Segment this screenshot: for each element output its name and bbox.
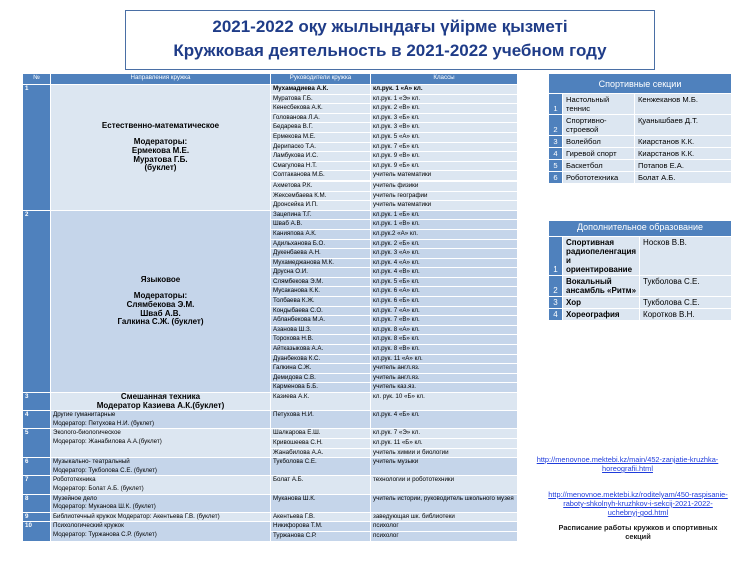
class-cell: кл.рук. 7 «А» кл. bbox=[371, 306, 518, 316]
class-cell: кл.рук. 8 «В» кл. bbox=[371, 345, 518, 355]
table-header-row bbox=[23, 74, 518, 85]
extra-row-number: 2 bbox=[549, 276, 563, 297]
class-cell: технологии и робототехники bbox=[371, 476, 518, 494]
leader-cell: Зацепина Т.Г. bbox=[271, 210, 371, 220]
direction-line: Языковое bbox=[140, 274, 181, 284]
direction-line: Модератор: Муканова Ш.К. (буклет) bbox=[53, 503, 156, 511]
sports-row-name: Настольный теннис bbox=[563, 94, 635, 115]
section-number: 6 bbox=[23, 458, 51, 476]
section-number: 7 bbox=[23, 476, 51, 494]
extra-row-name: Вокальный ансамбль «Ритм» bbox=[563, 276, 640, 297]
table-row bbox=[23, 210, 518, 220]
leader-cell: Галкина С.Ж. bbox=[271, 364, 371, 374]
class-cell: кл.рук. 6 «Б» кл. bbox=[371, 297, 518, 307]
col-header-num: № bbox=[23, 74, 51, 85]
sports-row-number: 5 bbox=[549, 160, 563, 172]
extra-row-leader: Коротков В.Н. bbox=[640, 309, 732, 321]
sports-row bbox=[549, 160, 732, 172]
direction-line: Шваб А.В. bbox=[140, 308, 181, 318]
extra-header: Дополнительное образование bbox=[549, 221, 732, 237]
class-cell: кл.рук. 1 «А» кл. bbox=[371, 85, 518, 95]
class-cell: кл.рук.2 «А» кл. bbox=[371, 229, 518, 239]
leader-cell: Демидова С.В. bbox=[271, 373, 371, 383]
extra-row-name: Хор bbox=[563, 297, 640, 309]
leader-cell: Мухамадиева А.К. bbox=[271, 85, 371, 95]
direction-line: Психологический кружок bbox=[53, 522, 124, 530]
leader-cell: Солтаканова М.Б. bbox=[271, 171, 371, 181]
page-title bbox=[125, 10, 655, 70]
class-cell: кл.рук. 1 «Б» кл. bbox=[371, 210, 518, 220]
sports-sections-table bbox=[548, 73, 732, 184]
leader-cell: Болат А.Б. bbox=[271, 476, 371, 494]
table-row bbox=[23, 393, 518, 411]
table-row bbox=[23, 85, 518, 95]
leader-cell: Петухова Н.И. bbox=[271, 411, 371, 429]
sports-row-leader: Потапов Е.А. bbox=[635, 160, 732, 172]
direction-line: Модератор: Тукболова С.Е. (буклет) bbox=[53, 466, 157, 474]
class-cell: учитель музыки bbox=[371, 458, 518, 476]
sports-row-leader: Болат А.Б. bbox=[635, 172, 732, 184]
direction-line: Муратова Г.Б. bbox=[133, 154, 188, 164]
sports-row-name: Баскетбол bbox=[563, 160, 635, 172]
section-number: 2 bbox=[23, 210, 51, 392]
col-header-direction: Направления кружка bbox=[51, 74, 271, 85]
leader-cell: Туржанова С.Р. bbox=[271, 531, 371, 541]
leader-cell: Бедарева В.Г. bbox=[271, 123, 371, 133]
col-header-leaders: Руководители кружка bbox=[271, 74, 371, 85]
leader-cell: Мухамеджанова М.К. bbox=[271, 258, 371, 268]
class-cell: учитель каз.яз. bbox=[371, 383, 518, 393]
direction-line: Галкина С.Ж. (буклет) bbox=[117, 317, 204, 327]
leader-cell: Канияпова А.К. bbox=[271, 229, 371, 239]
table-row bbox=[23, 494, 518, 512]
clubs-table bbox=[22, 73, 518, 542]
class-cell: психолог bbox=[371, 531, 518, 541]
leader-cell: Тукболова С.Е. bbox=[271, 458, 371, 476]
leader-cell: Адильханова Б.О. bbox=[271, 239, 371, 249]
leader-cell: Айтказыкова А.А. bbox=[271, 345, 371, 355]
sports-row bbox=[549, 136, 732, 148]
extra-row-number: 4 bbox=[549, 309, 563, 321]
direction-line: Модераторы: bbox=[133, 291, 188, 301]
class-cell: кл.рук. 2 «В» кл. bbox=[371, 104, 518, 114]
title-russian: Кружковая деятельность в 2021-2022 учебном году bbox=[173, 41, 607, 60]
sports-row-name: Гиревой спорт bbox=[563, 148, 635, 160]
leader-cell: Голованова Л.А. bbox=[271, 113, 371, 123]
extra-row bbox=[549, 276, 732, 297]
class-cell: заведующая шк. библиотеки bbox=[371, 512, 518, 522]
class-cell: кл.рук. 3 «В» кл. bbox=[371, 123, 518, 133]
schedule-caption: Расписание работы кружков и спортивных секций bbox=[558, 523, 718, 541]
class-cell: учитель англ.яз. bbox=[371, 364, 518, 374]
direction-line: Модератор: Жанабилова А.А.(буклет) bbox=[53, 437, 162, 445]
leader-cell: Жанабилова А.А. bbox=[271, 448, 371, 458]
leader-cell: Ахметова Р.К. bbox=[271, 181, 371, 191]
sports-row-name: Робототехника bbox=[563, 172, 635, 184]
class-cell: кл.рук. 8 «Б» кл. bbox=[371, 335, 518, 345]
leader-cell: Абланбекова М.А. bbox=[271, 316, 371, 326]
sports-row-number: 6 bbox=[549, 172, 563, 184]
sports-row-number: 3 bbox=[549, 136, 563, 148]
section-direction bbox=[51, 210, 271, 392]
sports-row-number: 1 bbox=[549, 94, 563, 115]
section-number: 8 bbox=[23, 494, 51, 512]
sports-row-leader: Кенжеканов М.Б. bbox=[635, 94, 732, 115]
section-number: 10 bbox=[23, 522, 51, 541]
class-cell: учитель химии и биологии bbox=[371, 448, 518, 458]
class-cell: кл.рук. 4 «Б» кл. bbox=[371, 411, 518, 429]
sports-row-name: Волейбол bbox=[563, 136, 635, 148]
direction-line: Естественно-математическое bbox=[101, 120, 220, 130]
direction-line: Модератор: Петухова Н.И. (буклет) bbox=[53, 419, 155, 427]
class-cell: кл.рук. 2 «Б» кл. bbox=[371, 239, 518, 249]
extra-row-leader: Тукболова С.Е. bbox=[640, 276, 732, 297]
extra-row-leader: Тукболова С.Е. bbox=[640, 297, 732, 309]
direction-line: Модератор Казиева А.К.(буклет) bbox=[96, 400, 225, 410]
extra-row-name: Спортивная радиопеленгация и ориентирование bbox=[563, 237, 640, 276]
leader-cell: Дукенбаева А.Н. bbox=[271, 249, 371, 259]
leader-cell: Шваб А.В. bbox=[271, 220, 371, 230]
section-direction bbox=[51, 522, 271, 541]
leader-cell: Слямбекова Э.М. bbox=[271, 277, 371, 287]
direction-line: Музейное дело bbox=[53, 494, 97, 502]
section-number: 5 bbox=[23, 429, 51, 458]
leader-cell: Муратова Г.Б. bbox=[271, 94, 371, 104]
leader-cell: Ермекова М.Е. bbox=[271, 132, 371, 142]
sports-row-name: Спортивно-строевой bbox=[563, 115, 635, 136]
sports-row bbox=[549, 115, 732, 136]
sports-row-number: 4 bbox=[549, 148, 563, 160]
leader-cell: Дерипаско Т.А. bbox=[271, 142, 371, 152]
direction-line: Робототехника bbox=[53, 476, 96, 484]
direction-line: Слямбекова Э.М. bbox=[126, 300, 195, 310]
leader-cell: Дуанбекова К.С. bbox=[271, 354, 371, 364]
leader-cell: Карменова Б.Б. bbox=[271, 383, 371, 393]
extra-row bbox=[549, 297, 732, 309]
leader-cell: Акентьева Г.В. bbox=[271, 512, 371, 522]
sports-row bbox=[549, 94, 732, 115]
class-cell: учитель географии bbox=[371, 191, 518, 201]
leader-cell: Смагулова Н.Т. bbox=[271, 161, 371, 171]
leader-cell: Кривошеева С.Н. bbox=[271, 438, 371, 448]
extra-row-leader: Носков В.В. bbox=[640, 237, 732, 276]
direction-line: Ермекова М.Е. bbox=[131, 146, 190, 156]
class-cell: кл.рук. 7 «В» кл. bbox=[371, 316, 518, 326]
sports-header: Спортивные секции bbox=[549, 74, 732, 94]
table-row bbox=[23, 429, 518, 439]
sports-row-number: 2 bbox=[549, 115, 563, 136]
extra-row bbox=[549, 237, 732, 276]
class-cell: кл.рук. 9 «В» кл. bbox=[371, 152, 518, 162]
sports-row-leader: Қуанышбаев Д.Т. bbox=[635, 115, 732, 136]
class-cell: кл.рук. 6 «А» кл. bbox=[371, 287, 518, 297]
class-cell: учитель математики bbox=[371, 201, 518, 211]
direction-line: Модератор: Болат А.Б. (буклет) bbox=[53, 484, 144, 492]
sports-row bbox=[549, 172, 732, 184]
sports-row-leader: Киарстанов К.К. bbox=[635, 136, 732, 148]
schedule-link[interactable]: http://menovnoe.mektebi.kz/roditelyam/450-raspisanie-raboty-shkolnyh-kruzhkov-i-sekcij-2021-2022-uchebnyj-god.html bbox=[548, 490, 728, 517]
leader-cell: Азанова Ш.З. bbox=[271, 325, 371, 335]
direction-line: Музыкально- театральный bbox=[53, 458, 130, 466]
table-row bbox=[23, 476, 518, 494]
extra-row-name: Хореография bbox=[563, 309, 640, 321]
section-number: 1 bbox=[23, 85, 51, 211]
class-cell: кл.рук. 5 «Б» кл. bbox=[371, 277, 518, 287]
class-cell: кл.рук. 4 «А» кл. bbox=[371, 258, 518, 268]
leader-cell: Казиева А.К. bbox=[271, 393, 371, 411]
class-cell: кл.рук. 3 «Б» кл. bbox=[371, 113, 518, 123]
leader-cell: Мусаканова К.К. bbox=[271, 287, 371, 297]
section-direction bbox=[51, 85, 271, 211]
extra-row-number: 3 bbox=[549, 297, 563, 309]
choreography-link[interactable]: http://menovnoe.mektebi.kz/main/452-zanjatie-kruzhka-horeografii.html bbox=[536, 455, 719, 473]
section-number: 9 bbox=[23, 512, 51, 522]
section-number: 4 bbox=[23, 411, 51, 429]
class-cell: кл.рук. 7 «Э» кл. bbox=[371, 429, 518, 439]
leader-cell: Друсна О.И. bbox=[271, 268, 371, 278]
direction-line: Смешанная техника bbox=[120, 392, 201, 401]
section-direction bbox=[51, 494, 271, 512]
class-cell: кл.рук. 9 «Б» кл. bbox=[371, 161, 518, 171]
table-row bbox=[23, 512, 518, 522]
section-direction bbox=[51, 393, 271, 411]
table-row bbox=[23, 458, 518, 476]
section-direction bbox=[51, 458, 271, 476]
class-cell: кл.рук. 1 «В» кл. bbox=[371, 220, 518, 230]
leader-cell: Ламбукова И.С. bbox=[271, 152, 371, 162]
sports-row bbox=[549, 148, 732, 160]
leader-cell: Дронсейка И.П. bbox=[271, 201, 371, 211]
sports-row-leader: Киарстанов К.К. bbox=[635, 148, 732, 160]
class-cell: кл.рук. 8 «А» кл. bbox=[371, 325, 518, 335]
class-cell: кл.рук. 1 «Э» кл. bbox=[371, 94, 518, 104]
section-direction bbox=[51, 512, 271, 522]
table-row bbox=[23, 522, 518, 532]
leader-cell: Кондыбаева С.О. bbox=[271, 306, 371, 316]
leader-cell: Никифорова Т.М. bbox=[271, 522, 371, 532]
direction-line: (буклет) bbox=[144, 163, 177, 173]
section-direction bbox=[51, 476, 271, 494]
direction-line: Библиотечный кружок Модератор: Акентьева Г.В. (буклет) bbox=[53, 512, 220, 520]
extra-education-table bbox=[548, 220, 732, 321]
table-row bbox=[23, 411, 518, 429]
class-cell: кл.рук. 5 «А» кл. bbox=[371, 132, 518, 142]
leader-cell: Толбаева К.Ж. bbox=[271, 297, 371, 307]
class-cell: кл.рук. 11 «А» кл. bbox=[371, 354, 518, 364]
class-cell: кл.рук. 7 «Б» кл. bbox=[371, 142, 518, 152]
class-cell: кл.рук. 11 «Б» кл. bbox=[371, 438, 518, 448]
class-cell: учитель истории, руководитель школьного музея bbox=[371, 494, 518, 512]
leader-cell: Кенесбекова А.К. bbox=[271, 104, 371, 114]
direction-line: Модераторы: bbox=[133, 137, 188, 147]
section-direction bbox=[51, 429, 271, 458]
leader-cell: Муканова Ш.К. bbox=[271, 494, 371, 512]
section-direction bbox=[51, 411, 271, 429]
class-cell: кл.рук. 4 «В» кл. bbox=[371, 268, 518, 278]
direction-line: Модератор: Туржанова С.Р. (буклет) bbox=[53, 530, 157, 538]
class-cell: учитель математики bbox=[371, 171, 518, 181]
col-header-classes: Классы bbox=[371, 74, 518, 85]
direction-line: Эколого-биологическое bbox=[53, 429, 121, 437]
extra-row-number: 1 bbox=[549, 237, 563, 276]
title-kazakh: 2021-2022 оқу жылындағы үйірме қызметі bbox=[212, 17, 568, 36]
class-cell: кл. рук. 10 «Б» кл. bbox=[371, 393, 518, 411]
class-cell: психолог bbox=[371, 522, 518, 532]
leader-cell: Торохова Н.В. bbox=[271, 335, 371, 345]
direction-line: Другие гуманитарные bbox=[53, 411, 116, 419]
class-cell: кл.рук. 3 «А» кл. bbox=[371, 249, 518, 259]
class-cell: учитель англ.яз. bbox=[371, 373, 518, 383]
section-number: 3 bbox=[23, 393, 51, 411]
extra-row bbox=[549, 309, 732, 321]
leader-cell: Шалкарова Е.Ш. bbox=[271, 429, 371, 439]
leader-cell: Жексембаева К.М. bbox=[271, 191, 371, 201]
class-cell: учитель физики bbox=[371, 181, 518, 191]
